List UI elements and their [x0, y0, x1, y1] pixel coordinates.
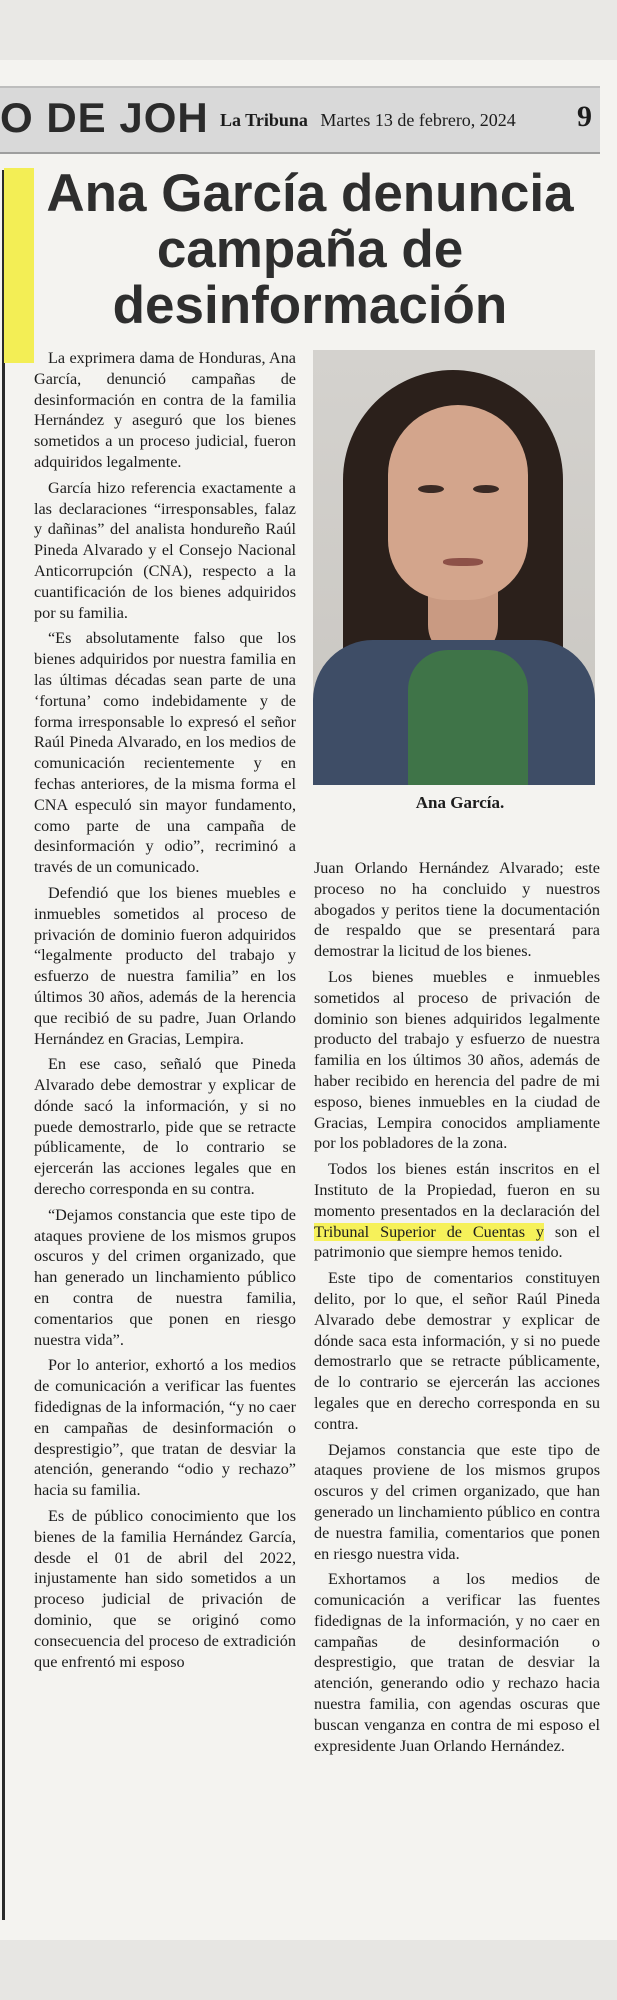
- publication-name: La Tribuna: [220, 110, 308, 130]
- page-bottom-margin: [0, 1940, 617, 2000]
- text-segment: Todos los bienes están inscritos en el Instituto de la Propiedad, fueron en su momento presentados en la declaración del: [314, 1160, 600, 1220]
- publication-date: Martes 13 de febrero, 2024: [320, 110, 516, 130]
- photo-shirt: [408, 650, 528, 785]
- paragraph: En ese caso, señaló que Pineda Alvarado debe demostrar y explicar de dónde sacó la información, y si no puede demostrarlo, pide que se retracte públicamente, de lo contrario se ejercerán las acciones legales que en derecho corresponda en su contra.: [34, 1055, 296, 1199]
- right-column: [314, 858, 600, 1940]
- paragraph: García hizo referencia exactamente a las declaraciones “irresponsables, falaz y dañinas” del analista hondureño Raúl Pineda Alvarado y el Consejo Nacional Anticorrupción (CNA), respecto a la cuantificación de los bienes adquiridos por su familia.: [34, 478, 296, 622]
- paragraph: Por lo anterior, exhortó a los medios de comunicación a verificar las fuentes fidedignas de la información, “y no caer en campañas de desinformación o desprestigio”, que tratan de desviar la atención, generando “odio y rechazo” hacia su familia.: [34, 1356, 296, 1500]
- paragraph: Es de público conocimiento que los bienes de la familia Hernández García, desde el 01 de abril del 2022, injustamente han sido sometidos a un proceso judicial de privación de dominio, que se originó como consecuencia del proceso de extradición que enfrentó mi esposo: [34, 1507, 296, 1671]
- photo-eye: [418, 485, 444, 493]
- paragraph: “Dejamos constancia que este tipo de ataques proviene de los mismos grupos oscuros y del crimen organizado, que han generado un linchamiento público en contra de nuestra familia, comentarios que ponen en riesgo nuestra vida”.: [34, 1205, 296, 1349]
- photo-eye: [473, 485, 499, 493]
- photo-mouth: [443, 558, 483, 566]
- paragraph: Defendió que los bienes muebles e inmuebles sometidos al proceso de privación de dominio fueron adquiridos “legalmente producto del trabajo y esfuerzo de nuestra familia” en los últimos 30 años, además de la herencia que recibió de su padre, Juan Orlando Hernández en Gracias, Lempira.: [34, 883, 296, 1048]
- highlighted-text: Tribunal Superior de Cuentas y: [314, 1222, 545, 1241]
- paragraph: “Es absolutamente falso que los bienes adquiridos por nuestra familia en las últimas décadas sean parte de una ‘fortuna’ como indebidamente y de forma irresponsable lo expresó el señor Raúl Pineda Alvarado, en los medios de comunicación recientemente y en fechas anteriores, de la misma forma el CNA especuló sin mayor fundamento, como parte de una campaña de desinformación y odio”, recriminó a través de un comunicado.: [34, 629, 296, 877]
- portrait-photo: [313, 350, 595, 785]
- page-top-margin: [0, 0, 617, 60]
- masthead: [220, 110, 516, 131]
- paragraph: La exprimera dama de Honduras, Ana García, denunció campañas de desinformación en contra de la familia Hernández y aseguró que los bienes sometidos a un proceso judicial, fueron adquiridos legalmente.: [34, 349, 296, 471]
- photo-face: [388, 405, 528, 600]
- paragraph: Dejamos constancia que este tipo de ataques proviene de los mismos grupos oscuros y del crimen organizado, que han generado un linchamiento público en contra de nuestra familia, comentarios que ponen en riesgo nuestra vida.: [314, 1440, 600, 1563]
- page-number: 9: [577, 100, 592, 133]
- paragraph: Exhortamos a los medios de comunicación a verificar las fuentes fidedignas de la información, y no caer en campañas de desinformación o desprestigio, que tratan de desviar la atención, generando odio y rechazo hacia nuestra familia, con agendas oscuras que buscan venganza en contra de mi esposo el expresidente Juan Orlando Hernández.: [314, 1570, 600, 1755]
- column-rule: [2, 170, 5, 1920]
- paragraph: Los bienes muebles e inmuebles sometidos al proceso de privación de dominio son bienes adquiridos legalmente producto del trabajo y esfuerzo de nuestra familia en los últimos 30 años, además de haber recibido en herencia del padre de mi esposo, bienes inmuebles en la ciudad de Gracias, Lempira conocidos ampliamente por los pobladores de la zona.: [314, 967, 600, 1153]
- paragraph: Juan Orlando Hernández Alvarado; este proceso no ha concluido y nuestros abogados y peritos tiene la documentación de respaldo que se presentará para demostrar la licitud de los bienes.: [314, 859, 600, 961]
- photo-caption: Ana García.: [415, 793, 505, 812]
- section-name: O DE JOH: [0, 94, 209, 141]
- paragraph: Este tipo de comentarios constituyen delito, por lo que, el señor Raúl Pineda Alvarado debe demostrar y explicar de dónde saca esta información, y si no puede demostrarlo que se retracte públicamente, de lo contrario se ejercerán las acciones legales que en derecho corresponda en su contra.: [314, 1269, 600, 1433]
- headline: Ana García denuncia campaña de desinformación: [46, 164, 574, 335]
- left-column: [34, 348, 296, 1938]
- text-segment: son el patrimonio que siempre hemos tenido.: [314, 1222, 600, 1262]
- paragraph-highlighted: [314, 1159, 600, 1263]
